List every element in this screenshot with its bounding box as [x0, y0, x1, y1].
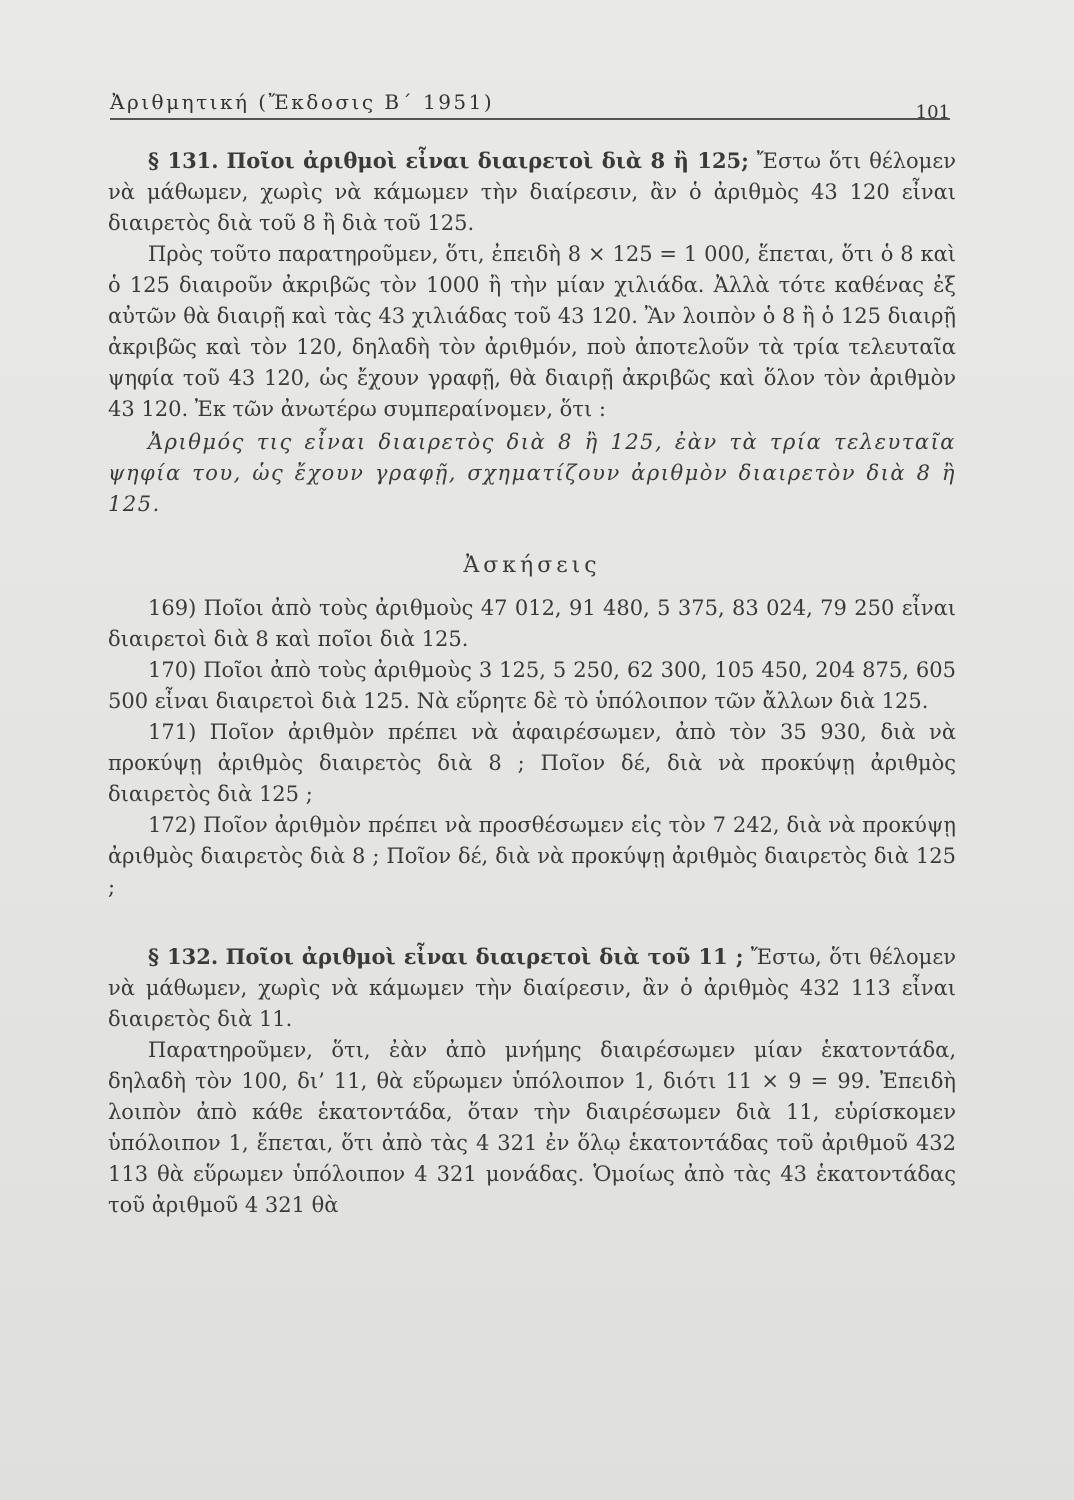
exercise-171: 171) Ποῖον ἀριθμὸν πρέπει νὰ ἀφαιρέσωμεν, ἀπὸ τὸν 35 930, διὰ νὰ προκύψῃ ἀριθμὸς διαιρετὸς διὰ 8 ; Ποῖον δέ, διὰ νὰ προκύψῃ ἀριθμὸς διαιρετὸς διὰ 125 ; — [108, 720, 956, 806]
exercise-172: 172) Ποῖον ἀριθμὸν πρέπει νὰ προσθέσωμεν εἰς τὸν 7 242, διὰ νὰ προκύψῃ ἀριθμὸς διαιρετὸς διὰ 8 ; Ποῖον δέ, διὰ νὰ προκύψῃ ἀριθμὸς διαιρετὸς διὰ 125 ; — [108, 813, 956, 899]
page-number: 101 — [915, 102, 950, 123]
section-131-number: § 131. — [148, 148, 219, 173]
exercise-169: 169) Ποῖοι ἀπὸ τοὺς ἀριθμοὺς 47 012, 91 480, 5 375, 83 024, 79 250 εἶναι διαιρετοὶ διὰ 8 καὶ ποῖοι διὰ 125. — [108, 596, 956, 651]
section-131-paragraph-1 — [108, 145, 956, 239]
running-head: Ἀριθμητική (Ἔκδοσις Β΄ 1951) — [110, 90, 495, 114]
section-131-title: Ποῖοι ἀριθμοὶ εἶναι διαιρετοὶ διὰ 8 ἢ 125; — [226, 148, 749, 173]
page-body — [108, 145, 956, 1221]
section-132-intro: Ἔστω, ὅτι θέλομεν νὰ μάθωμεν, χωρὶς νὰ κάμωμεν τὴν διαίρεσιν, ἂν ὁ ἀριθμὸς 432 113 εἶναι διαιρετὸς διὰ 11. — [108, 945, 956, 1031]
exercises-heading: Ἀσκήσεις — [463, 553, 601, 578]
section-131-intro: Ἔστω ὅτι θέλομεν νὰ μάθωμεν, χωρὶς νὰ κάμωμεν τὴν διαίρεσιν, ἂν ὁ ἀριθμὸς 43 120 εἶναι διαιρετὸς διὰ τοῦ 8 ἢ διὰ τοῦ 125. — [108, 149, 956, 235]
section-131-rule: Ἀριθμός τις εἶναι διαιρετὸς διὰ 8 ἢ 125, ἐὰν τὰ τρία τελευταῖα ψηφία του, ὡς ἔχουν γραφῇ, σχηματίζουν ἀριθμὸν διαιρετὸν διὰ 8 ἢ 125. — [108, 430, 956, 516]
section-131-paragraph-2: Πρὸς τοῦτο παρατηροῦμεν, ὅτι, ἐπειδὴ 8 × 125 = 1 000, ἕπεται, ὅτι ὁ 8 καὶ ὁ 125 διαιροῦν ἀκριβῶς τὸν 1000 ἢ τὴν μίαν χιλιάδα. Ἀλλὰ τότε καθένας ἐξ αὐτῶν θὰ διαιρῇ καὶ τὰς 43 χιλιάδας τοῦ 43 120. Ἂν λοιπὸν ὁ 8 ἢ ὁ 125 διαιρῇ ἀκριβῶς καὶ τὸν 120, δηλαδὴ τὸν ἀριθμόν, ποὺ ἀποτελοῦν τὰ τρία τελευταῖα ψηφία τοῦ 43 120, ὡς ἔχουν γραφῇ, θὰ διαιρῇ ἀκριβῶς καὶ ὅλον τὸν ἀριθμὸν 43 120. Ἐκ τῶν ἀνωτέρω συμπεραίνομεν, ὅτι : — [108, 242, 956, 421]
page-header — [110, 90, 958, 130]
section-132-number: § 132. — [148, 944, 219, 969]
header-rule — [110, 118, 950, 120]
section-132-title: Ποῖοι ἀριθμοὶ εἶναι διαιρετοὶ διὰ τοῦ 11 ; — [225, 944, 744, 969]
section-132-paragraph-1 — [108, 941, 956, 1035]
exercise-170: 170) Ποῖοι ἀπὸ τοὺς ἀριθμοὺς 3 125, 5 250, 62 300, 105 450, 204 875, 605 500 εἶναι διαιρετοὶ διὰ 125. Νὰ εὕρητε δὲ τὸ ὑπόλοιπον τῶν ἄλλων διὰ 125. — [108, 658, 956, 713]
section-132-paragraph-2: Παρατηροῦμεν, ὅτι, ἐὰν ἀπὸ μνήμης διαιρέσωμεν μίαν ἑκατοντάδα, δηλαδὴ τὸν 100, δι’ 11, θὰ εὕρωμεν ὑπόλοιπον 1, διότι 11 × 9 = 99. Ἐπειδὴ λοιπὸν ἀπὸ κάθε ἑκατοντάδα, ὅταν τὴν διαιρέσωμεν διὰ 11, εὑρίσκομεν ὑπόλοιπον 1, ἕπεται, ὅτι ἀπὸ τὰς 4 321 ἐν ὅλῳ ἑκατοντάδας τοῦ ἀριθμοῦ 432 113 θὰ εὕρωμεν ὑπόλοιπον 4 321 μονάδας. Ὁμοίως ἀπὸ τὰς 43 ἑκατοντάδας τοῦ ἀριθμοῦ 4 321 θὰ — [108, 1038, 956, 1217]
